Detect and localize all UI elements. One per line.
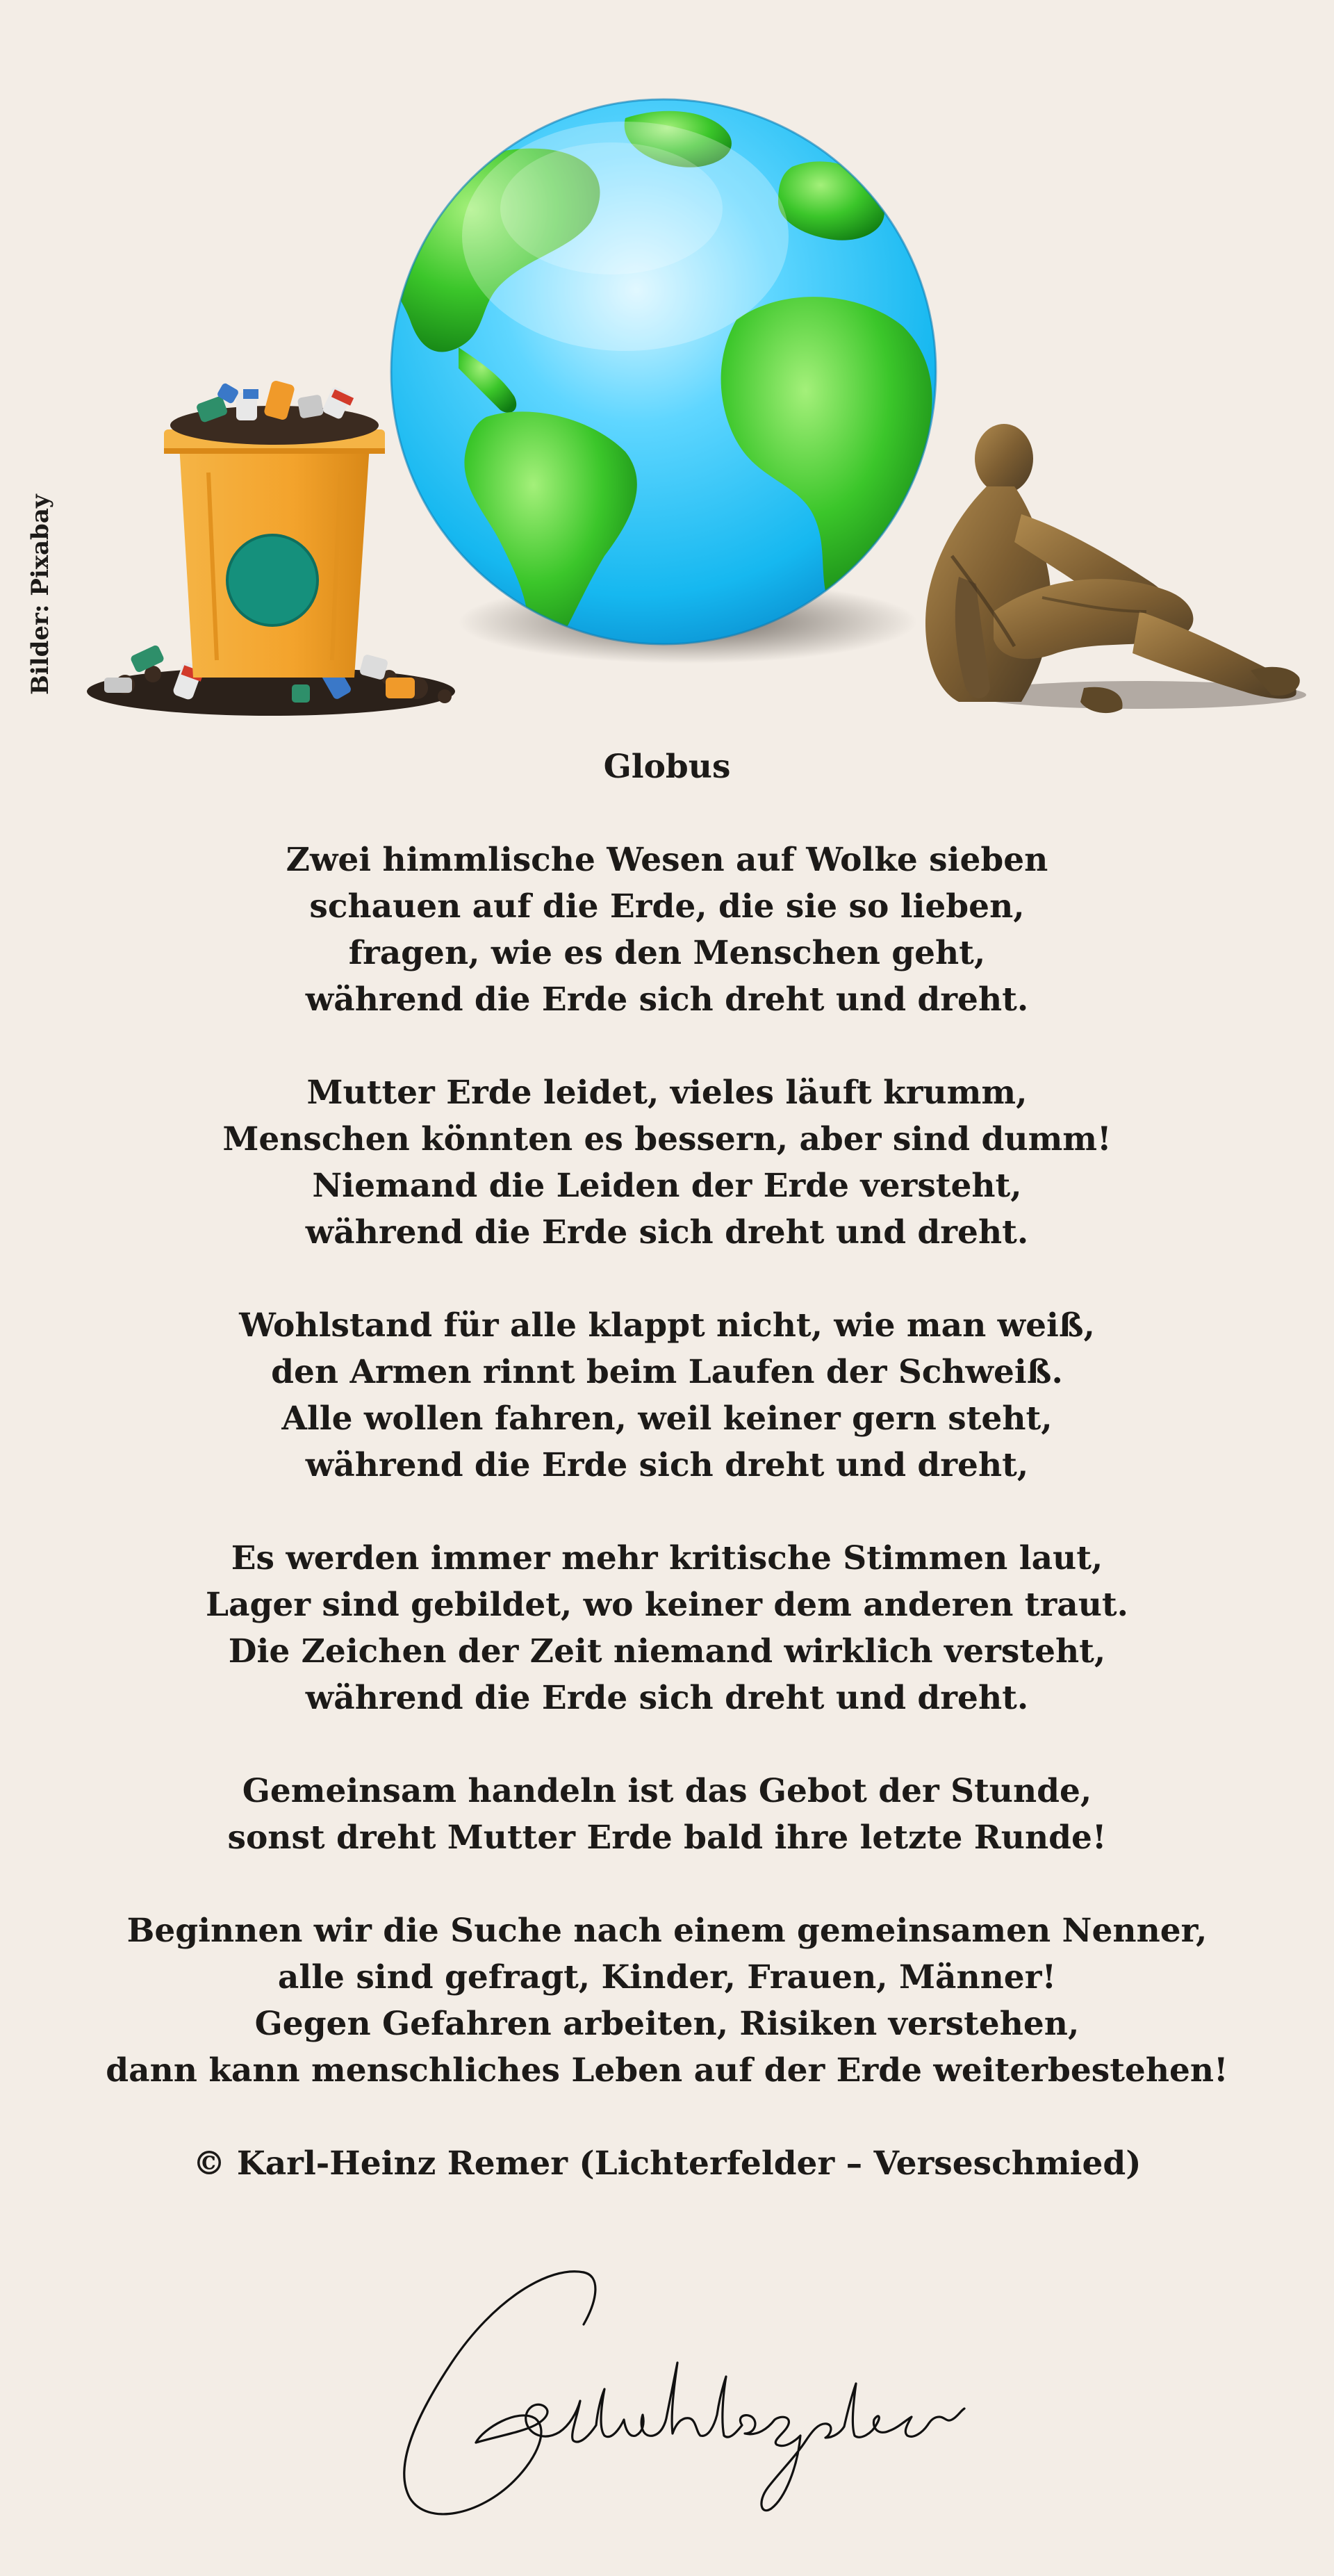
- verse-line: Beginnen wir die Suche nach einem gemeinsamen Nenner,: [126, 1912, 1208, 1950]
- verse-line: schauen auf die Erde, die sie so lieben,: [309, 887, 1025, 926]
- poem-title: Globus: [603, 748, 731, 786]
- stanza-3: [0, 1302, 1334, 1488]
- verse-line: Alle wollen fahren, weil keiner gern steht,: [281, 1400, 1053, 1438]
- globe-image: [385, 99, 936, 664]
- header-illustration: [0, 0, 1334, 737]
- verse-line: dann kann menschliches Leben auf der Erde weiterbestehen!: [106, 2051, 1228, 2090]
- verse-line: während die Erde sich dreht und dreht.: [305, 1213, 1029, 1252]
- verse-line: alle sind gefragt, Kinder, Frauen, Männer!: [277, 1958, 1057, 1996]
- stanza-1: [0, 837, 1334, 1023]
- copyright-line: © Karl-Heinz Remer (Lichterfelder – Verseschmied): [192, 2144, 1142, 2183]
- verse-line: während die Erde sich dreht und dreht.: [305, 1679, 1029, 1717]
- verse-line: Gemeinsam handeln ist das Gebot der Stunde,: [242, 1772, 1092, 1810]
- verse-line: während die Erde sich dreht und dreht.: [305, 981, 1029, 1019]
- verse-line: Die Zeichen der Zeit niemand wirklich versteht,: [228, 1632, 1106, 1671]
- verse-line: sonst dreht Mutter Erde bald ihre letzte Runde!: [227, 1819, 1107, 1857]
- verse-line: Es werden immer mehr kritische Stimmen laut,: [231, 1539, 1103, 1577]
- verse-line: Mutter Erde leidet, vieles läuft krumm,: [306, 1074, 1028, 1112]
- stanza-5: [0, 1768, 1334, 1861]
- stanza-2: [0, 1069, 1334, 1256]
- verse-line: den Armen rinnt beim Laufen der Schweiß.: [271, 1353, 1063, 1391]
- verse-line: Menschen könnten es bessern, aber sind dumm!: [222, 1120, 1112, 1158]
- verse-line: Wohlstand für alle klappt nicht, wie man weiß,: [239, 1306, 1095, 1345]
- poem: [0, 744, 1334, 2187]
- verse-line: fragen, wie es den Menschen geht,: [348, 934, 986, 972]
- stanza-4: [0, 1535, 1334, 1721]
- signature-logo: [361, 2258, 987, 2536]
- stanza-6: [0, 1908, 1334, 2094]
- bronze-figure-image: [925, 424, 1306, 713]
- verse-line: während die Erde sich dreht und dreht,: [305, 1446, 1029, 1484]
- verse-line: Niemand die Leiden der Erde versteht,: [312, 1167, 1022, 1205]
- verse-line: Lager sind gebildet, wo keiner dem anderen traut.: [206, 1586, 1128, 1624]
- image-credit: Bilder: Pixabay: [26, 494, 54, 695]
- verse-line: Gegen Gefahren arbeiten, Risiken verstehen,: [254, 2005, 1080, 2043]
- verse-line: Zwei himmlische Wesen auf Wolke sieben: [286, 841, 1048, 879]
